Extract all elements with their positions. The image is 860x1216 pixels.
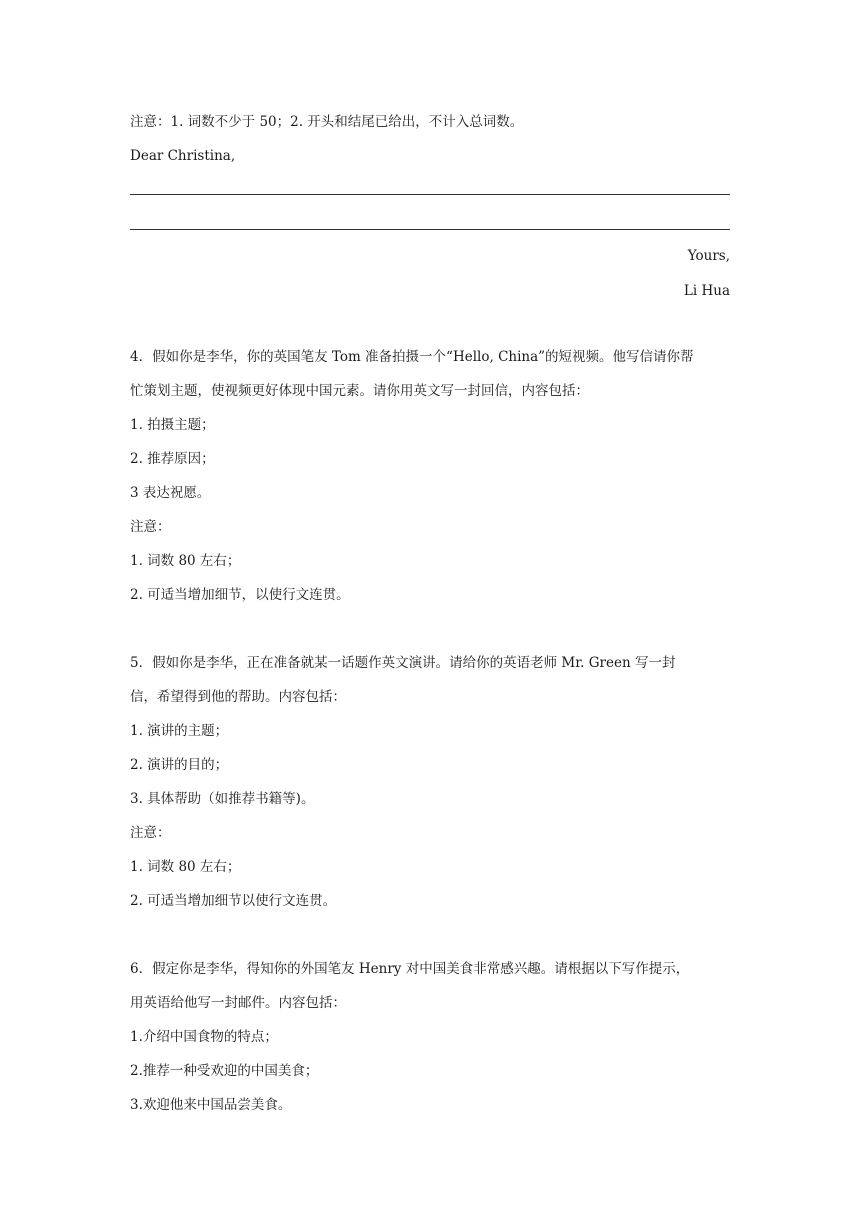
q5-stem-line2: 信，希望得到他的帮助。内容包括： — [130, 689, 346, 705]
q4-note: 1. 词数 80 左右； — [130, 553, 241, 569]
q5-note-label: 注意： — [130, 825, 171, 841]
q4-item: 2. 推荐原因； — [130, 451, 215, 467]
answer-line-2 — [130, 229, 730, 230]
q3-closing: Yours, — [687, 248, 730, 264]
q5-item: 2. 演讲的目的； — [130, 757, 229, 773]
q6-stem-line1: 6．假定你是李华，得知你的外国笔友 Henry 对中国美食非常感兴趣。请根据以下写作提示， — [130, 961, 690, 977]
q5-item: 3. 具体帮助（如推荐书籍等)。 — [130, 791, 315, 807]
q3-signature: Li Hua — [683, 283, 730, 299]
q5-stem-line1: 5．假如你是李华，正在准备就某一话题作英文演讲。请给你的英语老师 Mr. Green 写一封 — [130, 655, 676, 671]
answer-line-1 — [130, 194, 730, 195]
q4-note: 2. 可适当增加细节，以使行文连贯。 — [130, 587, 350, 603]
q6-item: 2.推荐一种受欢迎的中国美食； — [130, 1063, 319, 1079]
q6-item: 3.欢迎他来中国品尝美食。 — [130, 1097, 292, 1113]
q4-stem-line1: 4．假如你是李华，你的英国笔友 Tom 准备拍摄一个“Hello, China”的短视频。他写信请你帮 — [130, 349, 694, 365]
q5-note: 1. 词数 80 左右； — [130, 859, 241, 875]
q6-stem-line2: 用英语给他写一封邮件。内容包括： — [130, 995, 346, 1011]
q4-note-label: 注意： — [130, 519, 171, 535]
q4-item: 3 表达祝愿。 — [130, 485, 211, 501]
q3-salutation: Dear Christina, — [130, 148, 236, 164]
q4-stem-line2: 忙策划主题，使视频更好体现中国元素。请你用英文写一封回信，内容包括： — [130, 383, 589, 399]
q3-note: 注意：1. 词数不少于 50；2. 开头和结尾已给出，不计入总词数。 — [130, 114, 524, 130]
q6-item: 1.介绍中国食物的特点； — [130, 1029, 278, 1045]
q4-item: 1. 拍摄主题； — [130, 417, 215, 433]
q5-note: 2. 可适当增加细节以使行文连贯。 — [130, 893, 337, 909]
q5-item: 1. 演讲的主题； — [130, 723, 229, 739]
